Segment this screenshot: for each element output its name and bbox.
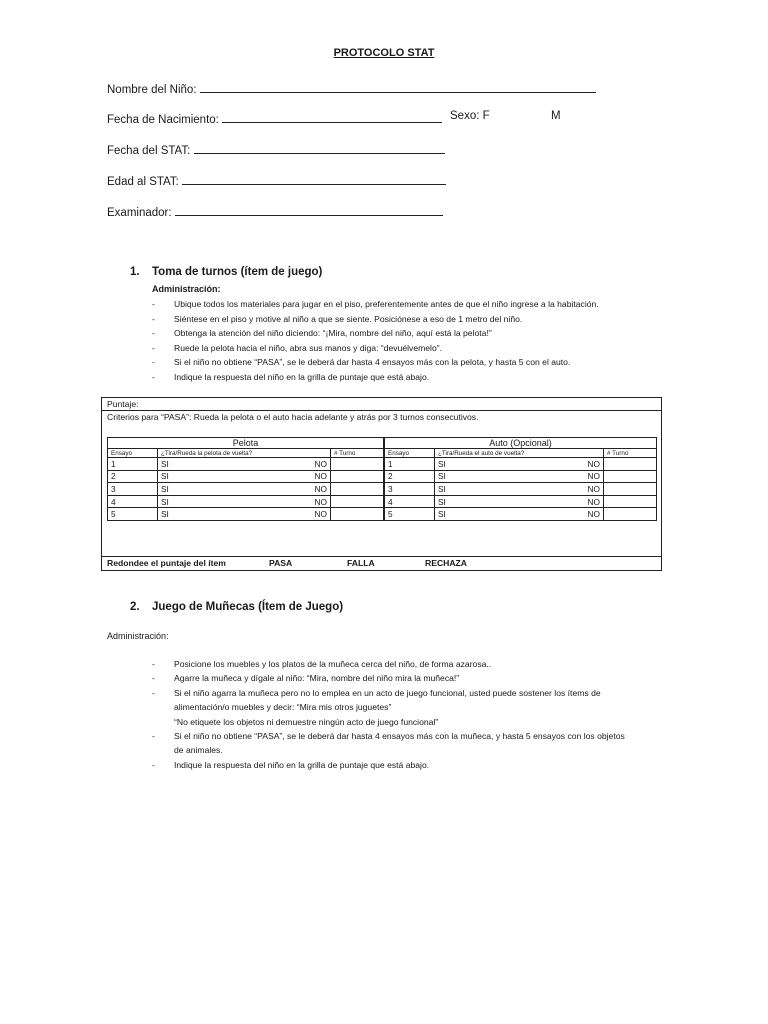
section2-admin-label: Administración: [107, 631, 169, 641]
list-item-line: Si el niño agarra la muñeca pero no lo emplea en un acto de juego funcional, usted puede sostener los ítems de [174, 687, 601, 698]
ensayo-number: 1 [385, 458, 435, 471]
field-sexo-m[interactable]: M [551, 110, 561, 122]
table-row [385, 458, 657, 471]
no-option[interactable]: NO [587, 471, 600, 482]
field-nombre-line[interactable] [200, 80, 596, 93]
turno-cell[interactable] [331, 508, 384, 521]
no-option[interactable]: NO [314, 471, 327, 482]
field-fecha-nacimiento [107, 110, 442, 126]
field-examinador-label: Examinador: [107, 207, 172, 219]
list-item: - Obtenga la atención del niño diciendo: “¡Mira, nombre del niño, aquí está la pelota!” [152, 326, 599, 341]
no-option[interactable]: NO [587, 458, 600, 469]
auto-col-ensayo: Ensayo [385, 449, 435, 458]
field-edad-stat-label: Edad al STAT: [107, 176, 179, 188]
list-item-line: de animales. [174, 745, 223, 756]
list-item-line: alimentación/o muebles y decir: “Mira mis otros juguetes” [174, 702, 392, 713]
ensayo-number: 3 [385, 483, 435, 496]
ensayo-number: 2 [108, 470, 158, 483]
table-row [385, 483, 657, 496]
pelota-col-pregunta: ¿Tira/Rueda la pelota de vuelta? [158, 449, 331, 458]
no-option[interactable]: NO [587, 509, 600, 520]
page-title: PROTOCOLO STAT [333, 47, 435, 59]
si-no-cell[interactable] [158, 483, 331, 496]
turno-cell[interactable] [604, 483, 657, 496]
turno-cell[interactable] [604, 470, 657, 483]
list-item-line: Si el niño no obtiene “PASA”, se le deberá dar hasta 4 ensayos más con la muñeca, y hasta 5 ensayos con los objetos [174, 731, 625, 742]
pelota-col-turno: # Turno [331, 449, 384, 458]
si-no-cell[interactable] [158, 470, 331, 483]
turno-cell[interactable] [604, 508, 657, 521]
field-fecha-nacimiento-line[interactable] [222, 110, 442, 123]
si-no-cell[interactable] [435, 483, 604, 496]
ensayo-number: 5 [385, 508, 435, 521]
si-option[interactable]: SI [438, 483, 446, 494]
pelota-header: Pelota [108, 438, 384, 449]
no-option[interactable]: NO [314, 509, 327, 520]
puntaje-label: Puntaje: [102, 398, 661, 411]
turno-cell[interactable] [331, 483, 384, 496]
field-examinador [107, 203, 443, 219]
si-no-cell[interactable] [158, 508, 331, 521]
si-option[interactable]: SI [161, 509, 169, 520]
auto-col-turno: # Turno [604, 449, 657, 458]
auto-header: Auto (Opcional) [385, 438, 657, 449]
list-item: - Siéntese en el piso y motive al niño a que se siente. Posiciónese a eso de 1 metro del niño. [152, 312, 599, 327]
field-nombre [107, 80, 596, 96]
field-sexo [450, 110, 490, 122]
si-option[interactable]: SI [161, 496, 169, 507]
field-fecha-stat [107, 141, 445, 157]
field-edad-stat [107, 172, 446, 188]
turno-cell[interactable] [331, 495, 384, 508]
table-row [385, 495, 657, 508]
field-fecha-stat-label: Fecha del STAT: [107, 145, 191, 157]
list-item: - Ubique todos los materiales para jugar en el piso, preferentemente antes de que el niño ingrese a la habitación. [152, 297, 599, 312]
table-row [108, 508, 384, 521]
field-sexo-f[interactable]: Sexo: F [450, 110, 490, 122]
table-row [108, 458, 384, 471]
field-fecha-stat-line[interactable] [194, 141, 445, 154]
si-no-cell[interactable] [158, 495, 331, 508]
si-no-cell[interactable] [435, 508, 604, 521]
table-row [385, 508, 657, 521]
table-row [108, 495, 384, 508]
ensayo-number: 2 [385, 470, 435, 483]
list-item: - Indique la respuesta del niño en la grilla de puntaje que está abajo. [152, 370, 599, 385]
turno-cell[interactable] [331, 458, 384, 471]
si-no-cell[interactable] [435, 470, 604, 483]
table-row [108, 470, 384, 483]
si-option[interactable]: SI [438, 458, 446, 469]
field-fecha-nacimiento-label: Fecha de Nacimiento: [107, 114, 219, 126]
score-divider [102, 556, 661, 557]
falla-option[interactable]: FALLA [347, 558, 375, 568]
si-option[interactable]: SI [438, 496, 446, 507]
field-edad-stat-line[interactable] [182, 172, 446, 185]
si-no-cell[interactable] [435, 495, 604, 508]
criterio-text: Criterios para “PASA”: Rueda la pelota o el auto hacia adelante y atrás por 3 turnos consecutivos. [107, 412, 479, 422]
section1-admin-label: Administración: [152, 284, 221, 294]
si-option[interactable]: SI [161, 483, 169, 494]
field-examinador-line[interactable] [175, 203, 443, 216]
ensayo-number: 4 [385, 495, 435, 508]
si-no-cell[interactable] [158, 458, 331, 471]
list-item: - Indique la respuesta del niño en la grilla de puntaje que está abajo. [152, 758, 625, 772]
section2-instructions [152, 657, 625, 772]
si-option[interactable]: SI [438, 471, 446, 482]
pelota-grid [107, 437, 384, 521]
redondee-label: Redondee el puntaje del ítem [107, 558, 226, 568]
list-item [152, 686, 625, 729]
no-option[interactable]: NO [587, 483, 600, 494]
si-option[interactable]: SI [438, 509, 446, 520]
rechaza-option[interactable]: RECHAZA [425, 558, 468, 568]
section2-number: 2. [130, 601, 140, 613]
turno-cell[interactable] [331, 470, 384, 483]
no-option[interactable]: NO [314, 458, 327, 469]
no-option[interactable]: NO [314, 483, 327, 494]
section1-instructions [152, 297, 599, 385]
ensayo-number: 5 [108, 508, 158, 521]
section1-number: 1. [130, 266, 140, 278]
section2-title [130, 601, 343, 613]
table-row [385, 470, 657, 483]
section2-title-text: Juego de Muñecas (Ítem de Juego) [152, 601, 344, 613]
pelota-col-ensayo: Ensayo [108, 449, 158, 458]
table-row [108, 483, 384, 496]
auto-grid [384, 437, 657, 521]
list-item-line: “No etiquete los objetos ni demuestre ningún acto de juego funcional” [174, 716, 439, 727]
score-box [101, 397, 662, 571]
si-no-cell[interactable] [435, 458, 604, 471]
auto-col-pregunta: ¿Tira/Rueda el auto de vuelta? [435, 449, 604, 458]
ensayo-number: 1 [108, 458, 158, 471]
no-option[interactable]: NO [587, 496, 600, 507]
list-item: - Agarre la muñeca y dígale al niño: “Mira, nombre del niño mira la muñeca!” [152, 671, 625, 685]
si-option[interactable]: SI [161, 471, 169, 482]
field-nombre-label: Nombre del Niño: [107, 84, 197, 96]
ensayo-number: 3 [108, 483, 158, 496]
ensayo-number: 4 [108, 495, 158, 508]
turno-cell[interactable] [604, 495, 657, 508]
list-item: - Si el niño no obtiene “PASA”, se le deberá dar hasta 4 ensayos más con la pelota, y hasta 5 con el auto. [152, 355, 599, 370]
pasa-option[interactable]: PASA [269, 558, 293, 568]
no-option[interactable]: NO [314, 496, 327, 507]
section1-title [130, 266, 322, 278]
si-option[interactable]: SI [161, 458, 169, 469]
section1-title-text: Toma de turnos (ítem de juego) [152, 266, 323, 278]
list-item: - Posicione los muebles y los platos de la muñeca cerca del niño, de forma azarosa.. [152, 657, 625, 671]
list-item [152, 729, 625, 758]
turno-cell[interactable] [604, 458, 657, 471]
list-item: - Ruede la pelota hacia el niño, abra sus manos y diga: “devuélvemelo”. [152, 341, 599, 356]
